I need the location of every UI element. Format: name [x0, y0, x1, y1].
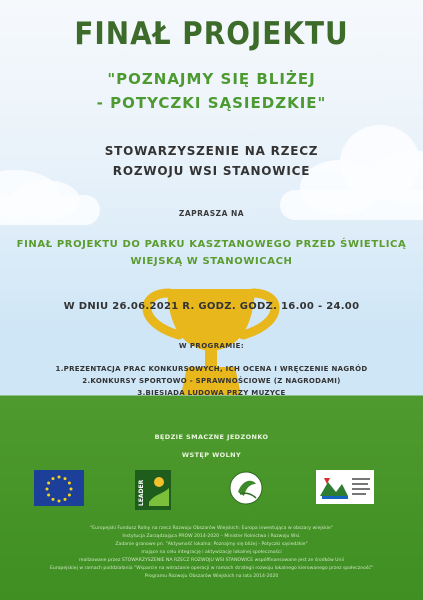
footer-text-line: Zadanie granowe pn. "Aktywność lokalna: Poznajmy się bliżej - Potyczki sąsiedzkie"	[115, 542, 308, 547]
entry-info: WSTĘP WOLNY	[181, 451, 242, 459]
footer-text-line: Europejskiej w ramach poddziałania "Wsparcie na wdrażanie operacji w ramach strategii rozwoju lokalnego kierowanego przez społeczność"	[50, 566, 373, 571]
project-name-line-2: - POTYCZKI SĄSIEDZKIE"	[96, 94, 327, 112]
footer-text-line: Programu Rozwoju Obszarów Wiejskich na lata 2014-2020	[144, 574, 279, 579]
eu-flag-icon	[34, 470, 84, 506]
svg-text:LEADER: LEADER	[138, 479, 145, 506]
organizer-line-2: ROZWOJU WSI STANOWICE	[112, 164, 311, 178]
program-item: 1.PREZENTACJA PRAC KONKURSOWYCH, ICH OCENA I WRĘCZENIE NAGRÓD	[55, 365, 368, 373]
footer-text-line: mające na celu integrację i aktywizację lokalnej społeczności	[141, 550, 282, 555]
event-location-line-2: WIEJSKĄ W STANOWICACH	[130, 256, 293, 267]
sponsor-logos	[0, 470, 423, 515]
program-heading: W PROGRAMIE:	[178, 342, 245, 350]
organizer-line-1: STOWARZYSZENIE NA RZECZ	[104, 144, 319, 158]
poster-title: FINAŁ PROJEKTU	[74, 16, 349, 52]
footer-text-line: "Europejski Fundusz Rolny na rzecz Rozwoju Obszarów Wiejskich: Europa inwestująca w obszary wiejskie"	[90, 526, 333, 531]
food-info: BĘDZIE SMACZNE JEDZONKO	[154, 433, 269, 441]
ksow-network-logo	[228, 470, 264, 506]
invites-text: ZAPRASZA NA	[178, 209, 245, 218]
footer-text-line: Instytucja Zarządzająca PROW 2014-2020 – Minister Rolnictwa i Rozwoju Wsi.	[122, 534, 301, 539]
prow-logo	[316, 470, 374, 504]
event-location-line-1: FINAŁ PROJEKTU DO PARKU KASZTANOWEGO PRZED ŚWIETLICĄ	[16, 239, 407, 250]
program-item: 2.KONKURSY SPORTOWO - SPRAWNOŚCIOWE (Z NAGRODAMI)	[82, 377, 341, 385]
footer-text-line: realizowane przez STOWARZYSZENIE NA RZECZ ROZWOJU WSI STANOWICE współfinansowane jest ze środków Unii	[78, 558, 344, 563]
project-name-line-1: "POZNAJMY SIĘ BLIŻEJ	[107, 70, 316, 88]
leader-logo	[135, 470, 171, 510]
event-date: W DNIU 26.06.2021 R. GODZ. GODZ. 16.00 - 24.00	[63, 301, 360, 312]
program-item: 3.BIESIADA LUDOWA PRZY MUZYCE	[137, 389, 286, 397]
